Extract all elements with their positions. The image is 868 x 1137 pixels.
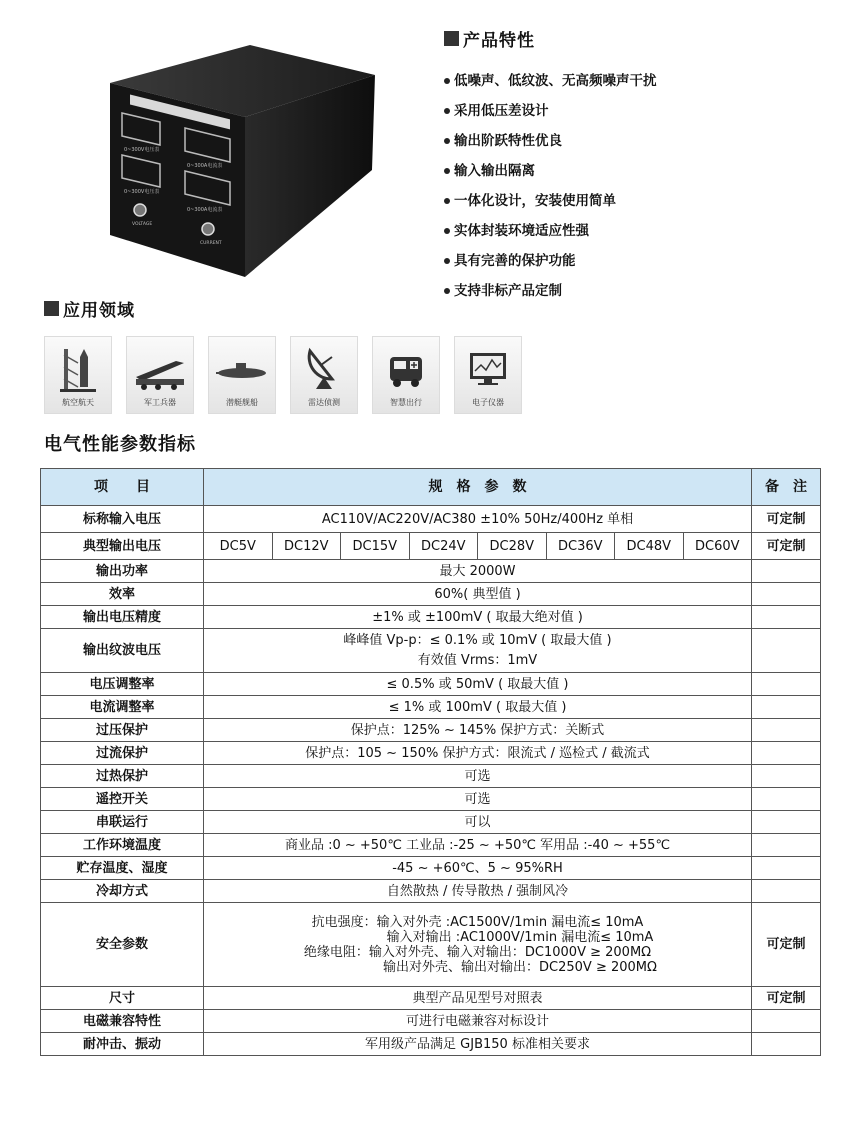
feature-item: 一体化设计，安装使用简单 [444, 186, 657, 216]
table-row [41, 533, 821, 560]
bullet-icon [444, 78, 450, 84]
row-note [752, 880, 821, 903]
feature-item: 采用低压差设计 [444, 96, 657, 126]
svg-text:0~300A电流表: 0~300A电流表 [187, 163, 223, 169]
product-image [100, 45, 380, 280]
row-item: 输出纹波电压 [41, 629, 204, 673]
safety-line: 输入对输出 :AC1000V/1min 漏电流≤ 10mA [386, 929, 654, 945]
missile-launcher-icon [132, 343, 188, 395]
row-item: 标称输入电压 [41, 506, 204, 533]
vehicle-icon [384, 343, 428, 395]
ripple-line: 有效值 Vrms：1mV [417, 652, 538, 668]
app-tile-mobility [372, 336, 440, 414]
row-note [752, 857, 821, 880]
row-spec: 保护点：105 ~ 150% 保护方式：限流式 / 巡检式 / 截流式 [204, 742, 752, 765]
app-tile-military [126, 336, 194, 414]
header-item: 项 目 [41, 469, 204, 506]
row-note [752, 788, 821, 811]
row-note [752, 834, 821, 857]
row-note [752, 583, 821, 606]
table-row [41, 880, 821, 903]
table-row [41, 765, 821, 788]
knob-label-current: CURRENT [200, 241, 222, 246]
header-note: 备 注 [752, 469, 821, 506]
table-row [41, 719, 821, 742]
row-spec: 最大 2000W [204, 560, 752, 583]
row-spec: ≤ 1% 或 100mV ( 取最大值 ) [204, 696, 752, 719]
header-spec: 规 格 参 数 [204, 469, 752, 506]
ripple-line: 峰峰值 Vp-p：≤ 0.1% 或 10mV ( 取最大值 ) [343, 632, 612, 648]
monitor-icon [466, 343, 510, 395]
row-item: 电流调整率 [41, 696, 204, 719]
table-row [41, 673, 821, 696]
spec-table [40, 468, 821, 1056]
row-spec: AC110V/AC220V/AC380 ±10% 50Hz/400Hz 单相 [204, 506, 752, 533]
row-item: 电压调整率 [41, 673, 204, 696]
table-row [41, 629, 821, 673]
radar-dish-icon [302, 343, 346, 395]
row-item: 串联运行 [41, 811, 204, 834]
voltage-cell: DC24V [410, 533, 479, 559]
rocket-tower-icon [56, 343, 100, 395]
app-label: 潜艇舰船 [226, 398, 258, 407]
bullet-icon [444, 288, 450, 294]
row-item: 输出电压精度 [41, 606, 204, 629]
table-row [41, 742, 821, 765]
row-item: 过热保护 [41, 765, 204, 788]
app-label: 航空航天 [62, 398, 94, 407]
table-row [41, 583, 821, 606]
row-note [752, 673, 821, 696]
feature-item: 输入输出隔离 [444, 156, 657, 186]
table-row [41, 696, 821, 719]
row-note [752, 696, 821, 719]
table-row [41, 1033, 821, 1056]
app-label: 雷达侦测 [308, 398, 340, 407]
table-row [41, 987, 821, 1010]
row-item: 效率 [41, 583, 204, 606]
feature-list [444, 66, 657, 306]
row-note [752, 765, 821, 788]
row-spec: 商业品 :0 ~ +50℃ 工业品 :-25 ~ +50℃ 军用品 :-40 ~ +55℃ [204, 834, 752, 857]
row-spec: 可进行电磁兼容对标设计 [204, 1010, 752, 1033]
row-spec: 可选 [204, 765, 752, 788]
bullet-icon [444, 168, 450, 174]
row-spec: ±1% 或 ±100mV ( 取最大绝对值 ) [204, 606, 752, 629]
voltage-cell: DC60V [694, 538, 740, 554]
row-spec: 可选 [204, 788, 752, 811]
row-spec: 60%( 典型值 ) [204, 583, 752, 606]
row-item: 工作环境温度 [41, 834, 204, 857]
row-note: 可定制 [752, 903, 821, 987]
app-label: 智慧出行 [390, 398, 422, 407]
app-tile-radar [290, 336, 358, 414]
svg-text:0~300V电压表: 0~300V电压表 [124, 147, 160, 153]
knob-label-voltage: VOLTAGE [132, 222, 153, 227]
application-tiles [44, 336, 522, 414]
feature-item: 输出阶跃特性优良 [444, 126, 657, 156]
row-spec [204, 533, 752, 560]
row-spec: -45 ~ +60℃、5 ~ 95%RH [204, 857, 752, 880]
voltage-options [204, 533, 751, 559]
safety-line: 抗电强度：输入对外壳 :AC1500V/1min 漏电流≤ 10mA [311, 914, 644, 930]
table-row [41, 506, 821, 533]
app-tile-aerospace [44, 336, 112, 414]
row-note: 可定制 [752, 506, 821, 533]
svg-text:0~300V电压表: 0~300V电压表 [124, 189, 160, 195]
bullet-icon [444, 108, 450, 114]
row-spec [204, 629, 752, 673]
voltage-cell: DC36V [547, 533, 616, 559]
row-item: 输出功率 [41, 560, 204, 583]
table-row [41, 788, 821, 811]
row-spec: 军用级产品满足 GJB150 标准相关要求 [204, 1033, 752, 1056]
voltage-cell: DC28V [478, 533, 547, 559]
safety-line: 输出对外壳、输出对输出：DC250V ≥ 200MΩ [383, 959, 657, 975]
table-row [41, 606, 821, 629]
svg-text:0~300A电流表: 0~300A电流表 [187, 207, 223, 213]
applications-heading: 应用领域 [44, 296, 135, 321]
row-spec: ≤ 0.5% 或 50mV ( 取最大值 ) [204, 673, 752, 696]
row-note [752, 742, 821, 765]
voltage-cell: DC48V [615, 533, 684, 559]
electrical-title: 电气性能参数指标 [44, 434, 196, 455]
row-item: 贮存温度、湿度 [41, 857, 204, 880]
table-row [41, 811, 821, 834]
features-heading: 产品特性 [444, 26, 535, 51]
row-note [752, 1010, 821, 1033]
square-bullet-icon [444, 31, 459, 46]
row-spec [204, 903, 752, 987]
row-note [752, 1033, 821, 1056]
square-bullet-icon [44, 301, 59, 316]
table-row [41, 560, 821, 583]
table-header-row [41, 469, 821, 506]
feature-item: 实体封装环境适应性强 [444, 216, 657, 246]
row-item: 尺寸 [41, 987, 204, 1010]
row-note [752, 560, 821, 583]
app-label: 电子仪器 [472, 398, 504, 407]
bullet-icon [444, 258, 450, 264]
row-note [752, 811, 821, 834]
submarine-icon [214, 343, 270, 395]
feature-item: 具有完善的保护功能 [444, 246, 657, 276]
voltage-cell: DC12V [273, 533, 342, 559]
row-spec: 典型产品见型号对照表 [204, 987, 752, 1010]
row-item: 冷却方式 [41, 880, 204, 903]
row-note: 可定制 [752, 533, 821, 560]
row-spec: 可以 [204, 811, 752, 834]
table-row [41, 857, 821, 880]
bullet-icon [444, 228, 450, 234]
row-item: 耐冲击、振动 [41, 1033, 204, 1056]
safety-line: 绝缘电阻：输入对外壳、输入对输出：DC1000V ≥ 200MΩ [303, 944, 652, 960]
row-item: 过流保护 [41, 742, 204, 765]
row-spec: 保护点：125% ~ 145% 保护方式：关断式 [204, 719, 752, 742]
voltage-cell: DC15V [341, 533, 410, 559]
app-label: 军工兵器 [144, 398, 176, 407]
row-note [752, 606, 821, 629]
row-item: 过压保护 [41, 719, 204, 742]
row-spec: 自然散热 / 传导散热 / 强制风冷 [204, 880, 752, 903]
app-tile-naval [208, 336, 276, 414]
row-note [752, 629, 821, 673]
row-item: 遥控开关 [41, 788, 204, 811]
table-row [41, 903, 821, 987]
row-note: 可定制 [752, 987, 821, 1010]
row-note [752, 719, 821, 742]
row-item: 电磁兼容特性 [41, 1010, 204, 1033]
feature-item: 低噪声、低纹波、无高频噪声干扰 [444, 66, 657, 96]
table-row [41, 1010, 821, 1033]
bullet-icon [444, 138, 450, 144]
bullet-icon [444, 198, 450, 204]
row-item: 典型输出电压 [41, 533, 204, 560]
row-item: 安全参数 [41, 903, 204, 987]
feature-item: 支持非标产品定制 [444, 276, 657, 306]
table-row [41, 834, 821, 857]
voltage-cell: DC5V [204, 533, 273, 559]
app-tile-instrument [454, 336, 522, 414]
